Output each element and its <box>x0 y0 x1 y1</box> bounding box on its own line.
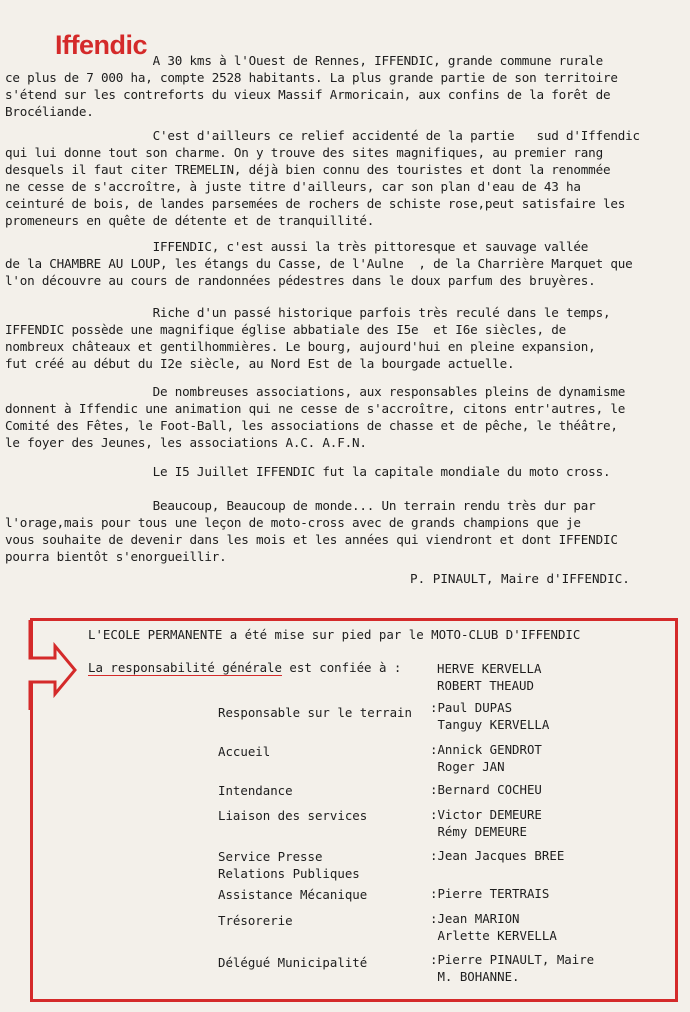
role-label: Accueil <box>218 744 271 759</box>
paragraph-associations: De nombreuses associations, aux responsables pleins de dynamisme donnent à Iffendic une animation qui ne cesse de s'accroître, citons entr'autres, le Comité des Fêtes, le Foot-Ball, les associations de chasse et de pêche, le théâtre, le foyer des Jeunes, les associations A.C. A.F.N. <box>5 384 626 450</box>
paragraph-vallee: IFFENDIC, c'est aussi la très pittoresque et sauvage vallée de la CHAMBRE AU LOUP, les étangs du Casse, de l'Aulne , de la Charrière Marquet que l'on découvre au cours de randonnées pédestres dans le doux parfum des bruyères. <box>5 239 633 288</box>
role-label: Intendance <box>218 783 293 798</box>
paragraph-moto-cross: Le I5 Juillet IFFENDIC fut la capitale mondiale du moto cross. <box>5 464 611 479</box>
arrow-icon <box>27 620 87 710</box>
role-names: :Victor DEMEURE Rémy DEMEURE <box>430 807 542 839</box>
role-names: :Bernard COCHEU <box>430 782 542 797</box>
paragraph-beaucoup: Beaucoup, Beaucoup de monde... Un terrain rendu très dur par l'orage,mais pour tous une leçon de moto-cross avec de grands champions que je vous souhaite de devenir dans les mois et les années qui viendront et dont IFFENDIC pourra bientôt s'enorgueillir. <box>5 498 618 564</box>
role-names: :Annick GENDROT Roger JAN <box>430 742 542 774</box>
responsibility-names: HERVE KERVELLA ROBERT THEAUD <box>437 661 542 693</box>
signature: P. PINAULT, Maire d'IFFENDIC. <box>410 571 630 586</box>
role-names: :Pierre TERTRAIS <box>430 886 550 901</box>
paragraph-relief: C'est d'ailleurs ce relief accidenté de la partie sud d'Iffendic qui lui donne tout son charme. On y trouve des sites magnifiques, au premier rang desquels il faut citer TREMELIN, déjà bien connu des touristes et dont la renommée ne cesse de s'accroître, à juste titre d'ailleurs, car son plan d'eau de 43 ha ceinturé de bois, de landes parsemées de rochers de schiste rose,peut satisfaire les promeneurs en quête de détente et de tranquillité. <box>5 128 640 228</box>
role-names: :Pierre PINAULT, Maire M. BOHANNE. <box>430 952 595 984</box>
responsibility-label: La responsabilité générale <box>88 660 282 675</box>
role-names: :Jean MARION Arlette KERVELLA <box>430 911 557 943</box>
role-label: Délégué Municipalité <box>218 955 368 970</box>
role-label: Liaison des services <box>218 808 368 823</box>
paragraph-intro: A 30 kms à l'Ouest de Rennes, IFFENDIC, grande commune rurale ce plus de 7 000 ha, compte 2528 habitants. La plus grande partie de son territoire s'étend sur les contreforts du vieux Massif Armoricain, aux confins de la forêt de Brocéliande. <box>5 53 618 119</box>
role-names: :Paul DUPAS Tanguy KERVELLA <box>430 700 550 732</box>
box-intro: L'ECOLE PERMANENTE a été mise sur pied par le MOTO-CLUB D'IFFENDIC <box>88 627 581 642</box>
role-names: :Jean Jacques BREE <box>430 848 565 863</box>
role-label: Trésorerie <box>218 913 293 928</box>
paragraph-historique: Riche d'un passé historique parfois très reculé dans le temps, IFFENDIC possède une magnifique église abbatiale des I5e et I6e siècles, de nombreux châteaux et gentilhommières. Le bourg, aujourd'hui en pleine expansion, fut créé au début du I2e siècle, au Nord Est de la bourgade actuelle. <box>5 305 611 371</box>
responsibility-suffix: est confiée à : <box>281 660 402 675</box>
role-label: Service Presse Relations Publiques <box>218 849 360 881</box>
page-title: Iffendic <box>55 30 148 60</box>
responsibility-line <box>88 660 401 675</box>
role-label: Responsable sur le terrain <box>218 705 412 720</box>
role-label: Assistance Mécanique <box>218 887 368 902</box>
